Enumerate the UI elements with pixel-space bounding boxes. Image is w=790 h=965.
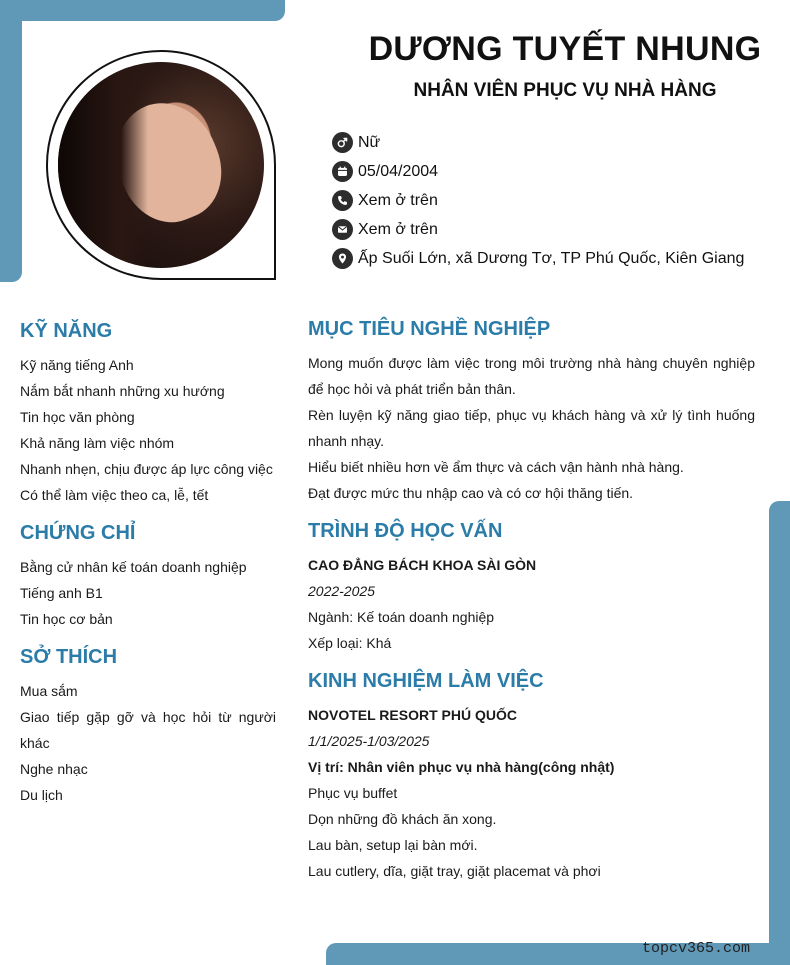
objective-heading: MỤC TIÊU NGHỀ NGHIỆP [308, 318, 551, 340]
left-column [20, 316, 276, 808]
gender-icon [332, 132, 353, 153]
experience-section [308, 666, 755, 884]
experience-task: Lau cutlery, dĩa, giặt tray, giặt placemat và phơi [308, 863, 601, 879]
contact-phone [332, 186, 744, 215]
certificate-item: Bằng cử nhân kế toán doanh nghiệp [20, 559, 247, 575]
skill-item: Khả năng làm việc nhóm [20, 435, 175, 451]
education-heading: TRÌNH ĐỘ HỌC VẤN [308, 520, 503, 542]
contact-phone-text: Xem ở trên [358, 191, 438, 209]
contact-birthdate [332, 157, 744, 186]
contact-address-text: Ấp Suối Lớn, xã Dương Tơ, TP Phú Quốc, Kiên Giang [358, 249, 745, 267]
experience-company: NOVOTEL RESORT PHÚ QUỐC [308, 707, 517, 723]
candidate-name: DƯƠNG TUYẾT NHUNG [368, 30, 762, 68]
experience-task: Dọn những đồ khách ăn xong. [308, 811, 497, 827]
location-icon [332, 248, 353, 269]
objective-item: Rèn luyện kỹ năng giao tiếp, phục vụ khách hàng và xử lý tình huống nhanh nhạy. [308, 407, 755, 449]
hobbies-list [20, 678, 276, 808]
objective-list [308, 350, 755, 506]
certificates-list [20, 554, 276, 632]
skills-heading: KỸ NĂNG [20, 320, 113, 342]
experience-task: Phục vụ buffet [308, 785, 398, 801]
decor-bar-left [0, 0, 22, 282]
job-title: NHÂN VIÊN PHỤC VỤ NHÀ HÀNG [413, 80, 717, 101]
phone-icon [332, 190, 353, 211]
decor-bar-top [0, 0, 285, 21]
contact-email-text: Xem ở trên [358, 220, 438, 238]
skills-section [20, 316, 276, 508]
calendar-icon [332, 161, 353, 182]
experience-task: Lau bàn, setup lại bàn mới. [308, 837, 478, 853]
hobby-item: Nghe nhạc [20, 761, 88, 777]
experience-details [308, 702, 755, 884]
experience-heading: KINH NGHIỆM LÀM VIỆC [308, 670, 544, 692]
education-section [308, 516, 755, 656]
certificate-item: Tin học cơ bản [20, 611, 113, 627]
hobby-item: Mua sắm [20, 683, 78, 699]
objective-item: Mong muốn được làm việc trong môi trường nhà hàng chuyên nghiệp để học hỏi và phát triển bản thân. [308, 355, 755, 397]
contact-list [332, 128, 744, 273]
hobby-item: Du lịch [20, 787, 63, 803]
objective-item: Đạt được mức thu nhập cao và có cơ hội thăng tiến. [308, 485, 634, 501]
decor-bar-right [769, 501, 790, 965]
education-major: Ngành: Kế toán doanh nghiệp [308, 609, 495, 625]
contact-address [332, 244, 744, 273]
skill-item: Tin học văn phòng [20, 409, 135, 425]
skill-item: Có thể làm việc theo ca, lễ, tết [20, 487, 209, 503]
experience-period: 1/1/2025-1/03/2025 [308, 733, 430, 749]
hobbies-heading: SỞ THÍCH [20, 646, 118, 668]
skill-item: Kỹ năng tiếng Anh [20, 357, 134, 373]
watermark: topcv365.com [642, 940, 751, 957]
skills-list [20, 352, 276, 508]
objective-item: Hiểu biết nhiều hơn về ẩm thực và cách vận hành nhà hàng. [308, 459, 684, 475]
contact-birthdate-text: 05/04/2004 [358, 162, 439, 180]
education-grade: Xếp loại: Khá [308, 635, 392, 651]
hobbies-section [20, 642, 276, 808]
skill-item: Nhanh nhẹn, chịu được áp lực công việc [20, 461, 273, 477]
contact-gender [332, 128, 744, 157]
email-icon [332, 219, 353, 240]
right-column [308, 314, 755, 884]
certificates-section [20, 518, 276, 632]
education-school: CAO ĐẲNG BÁCH KHOA SÀI GÒN [308, 557, 537, 573]
hobby-item: Giao tiếp gặp gỡ và học hỏi từ người khác [20, 709, 276, 751]
skill-item: Nắm bắt nhanh những xu hướng [20, 383, 225, 399]
experience-position: Vị trí: Nhân viên phục vụ nhà hàng(công nhật) [308, 759, 615, 775]
contact-gender-text: Nữ [358, 133, 381, 151]
profile-photo [58, 62, 264, 268]
objective-section [308, 314, 755, 506]
certificates-heading: CHỨNG CHỈ [20, 522, 136, 544]
education-period: 2022-2025 [308, 583, 375, 599]
contact-email [332, 215, 744, 244]
education-details [308, 552, 755, 656]
profile-photo-frame [46, 50, 276, 280]
certificate-item: Tiếng anh B1 [20, 585, 103, 601]
